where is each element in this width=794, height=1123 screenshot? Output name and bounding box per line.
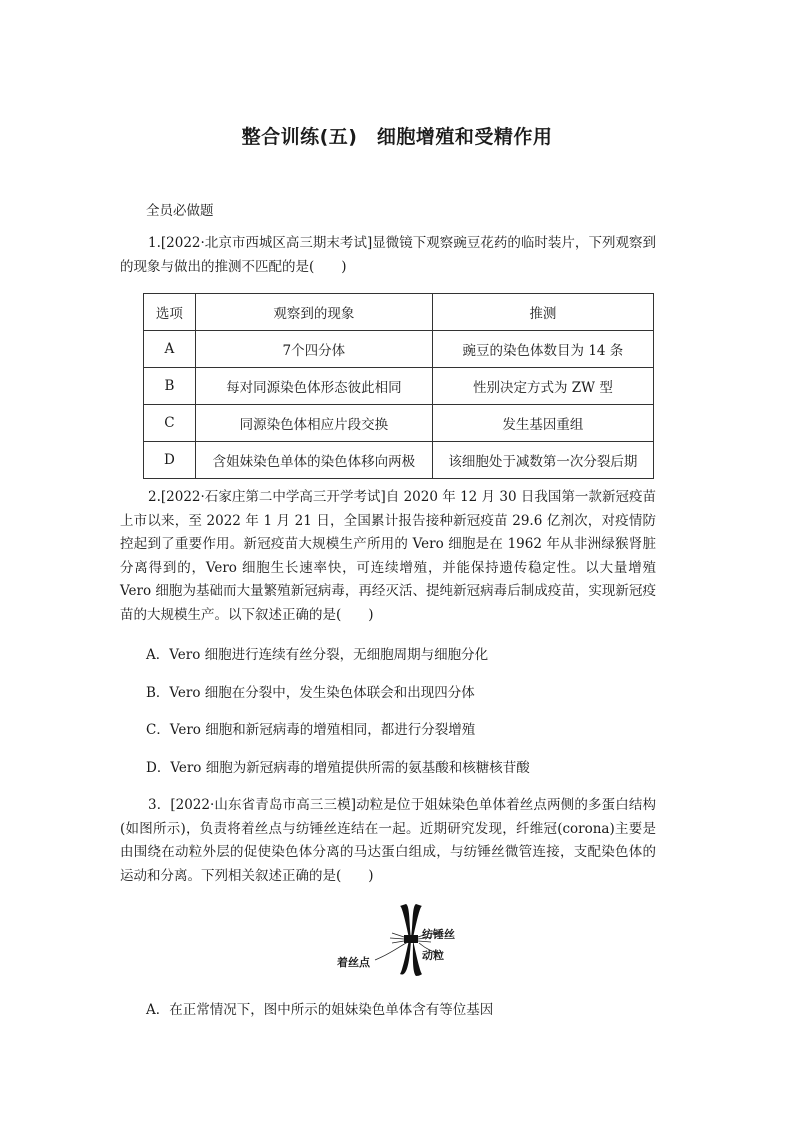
table-cell: 豌豆的染色体数目为 14 条 <box>432 331 653 368</box>
table-row <box>144 331 654 368</box>
table-header-cell: 选项 <box>144 294 196 331</box>
chromatid-arm-upper-right <box>411 904 422 938</box>
table-cell: 发生基因重组 <box>432 405 653 442</box>
table-cell: C <box>144 405 196 442</box>
question-2-option-d: D．Vero 细胞为新冠病毒的增殖提供所需的氨基酸和核糖核苷酸 <box>146 760 530 776</box>
table-row <box>144 368 654 405</box>
figure-label-spindle: 纺锤丝 <box>422 928 455 941</box>
question-2-option-c: C．Vero 细胞和新冠病毒的增殖相同，都进行分裂增殖 <box>146 722 476 738</box>
section-heading: 全员必做题 <box>146 203 214 219</box>
figure-label-kinetochore: 动粒 <box>422 949 444 962</box>
table-row <box>144 442 654 479</box>
question-2-option-a: A．Vero 细胞进行连续有丝分裂，无细胞周期与细胞分化 <box>146 647 489 663</box>
table-cell: A <box>144 331 196 368</box>
question-3-option-a: A．在正常情况下，图中所示的姐妹染色单体含有等位基因 <box>146 1002 494 1018</box>
table-row <box>144 405 654 442</box>
table-cell: 性别决定方式为 ZW 型 <box>432 368 653 405</box>
table-cell: D <box>144 442 196 479</box>
table-cell: 含姐妹染色单体的染色体移向两极 <box>195 442 432 479</box>
chromatid-arm-upper-left <box>400 904 411 938</box>
figure-label-centromere: 着丝点 <box>337 956 370 969</box>
question-2-option-b: B．Vero 细胞在分裂中，发生染色体联会和出现四分体 <box>146 685 475 701</box>
question-3-stem: 3．[2022·山东省青岛市高三三模]动粒是位于姐妹染色单体着丝点两侧的多蛋白结构(如图所示)，负责将着丝点与纺锤丝连结在一起。近期研究发现，纤维冠(corona)主要是由围绕在动粒外层的促使染色体分离的马达蛋白组成，与纺锤丝微管连接，支配染色体的运动和分离。下列相关叙述正确的是( ) <box>120 797 656 884</box>
leader-line-centromere <box>375 942 408 960</box>
table-header-cell: 推测 <box>432 294 653 331</box>
centromere-region <box>404 935 418 943</box>
question-1-stem: 1.[2022·北京市西城区高三期末考试]显微镜下观察豌豆花药的临时装片，下列观察到的现象与做出的推测不匹配的是( ) <box>120 235 656 275</box>
table-header-cell: 观察到的现象 <box>195 294 432 331</box>
chromatid-arm-lower-right <box>413 940 422 976</box>
table-cell: B <box>144 368 196 405</box>
table-header-row <box>144 294 654 331</box>
question-2-stem: 2.[2022·石家庄第二中学高三开学考试]自 2020 年 12 月 30 日我国第一款新冠疫苗上市以来，至 2022 年 1 月 21 日，全国累计报告接种新冠疫苗 29.6 亿剂次，对疫情防控起到了重要作用。新冠疫苗大规模生产所用的 Vero 细胞是在 1962 年从非洲绿猴肾脏分离得到的，Vero 细胞生长速率快，可连续增殖，并能保持遗传稳定性。以大量增殖 Vero 细胞为基础而大量繁殖新冠病毒，再经灭活、提纯新冠病毒后制成疫苗，实现新冠疫苗的大规模生产。以下叙述正确的是( ) <box>120 489 656 623</box>
page-title: 整合训练(五) 细胞增殖和受精作用 <box>241 126 553 148</box>
table-cell: 该细胞处于减数第一次分裂后期 <box>432 442 653 479</box>
question-1-table <box>143 293 654 479</box>
table-cell: 7个四分体 <box>195 331 432 368</box>
table-cell: 每对同源染色体形态彼此相同 <box>195 368 432 405</box>
chromosome-figure <box>330 902 510 978</box>
table-cell: 同源染色体相应片段交换 <box>195 405 432 442</box>
